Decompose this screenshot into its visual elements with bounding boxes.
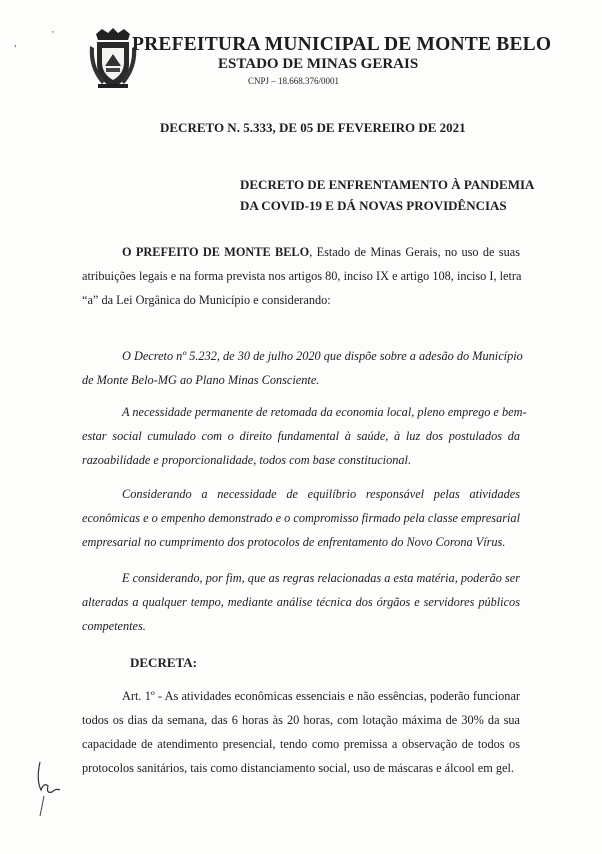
- scan-mark: ,: [14, 38, 17, 49]
- handwritten-initials: [32, 760, 72, 820]
- paragraph-line: alteradas a qualquer tempo, mediante análise técnica dos órgãos e servidores públicos: [82, 595, 520, 609]
- article-1-paragraph: [82, 684, 520, 780]
- paragraph-line: todos os dias da semana, das 6 horas às 20 horas, com lotação máxima de 30% da sua: [82, 713, 520, 727]
- paragraph-line: Art. 1º - As atividades econômicas essenciais e não essências, poderão funcionar: [122, 689, 520, 703]
- paragraph-line: competentes.: [82, 619, 146, 633]
- decree-subject: [240, 174, 534, 216]
- letterhead-cnpj: CNPJ – 18.668.376/0001: [248, 76, 340, 86]
- paragraph-line: capacidade de atendimento presencial, tendo como premissa a observação de todos os: [82, 737, 520, 751]
- paragraph-line: “a” da Lei Orgânica do Município e considerando:: [82, 293, 331, 307]
- paragraph-line: Considerando a necessidade de equilíbrio responsável pelas atividades: [122, 487, 520, 501]
- letterhead-state: ESTADO DE MINAS GERAIS: [218, 56, 419, 72]
- consideration-paragraph: [82, 482, 520, 554]
- paragraph-line: razoabilidade e proporcionalidade, todos com base constitucional.: [82, 453, 412, 467]
- paragraph-line: [82, 240, 520, 264]
- paragraph-text: , Estado de Minas Gerais, no uso de suas: [309, 245, 520, 259]
- decree-subject-line: DECRETO DE ENFRENTAMENTO À PANDEMIA: [240, 177, 535, 192]
- consideration-paragraph: [82, 566, 520, 638]
- consideration-paragraph: [82, 344, 523, 392]
- paragraph-line: A necessidade permanente de retomada da economia local, pleno emprego e bem-: [122, 405, 527, 419]
- decreta-heading: DECRETA:: [130, 655, 197, 670]
- letterhead-title: PREFEITURA MUNICIPAL DE MONTE BELO: [132, 34, 552, 55]
- preamble-paragraph: [82, 240, 520, 312]
- paragraph-line: O Decreto nº 5.232, de 30 de julho 2020 que dispõe sobre a adesão do Município: [122, 349, 523, 363]
- municipal-crest-icon: [88, 28, 138, 90]
- paragraph-line: empresarial no cumprimento dos protocolos de enfrentamento do Novo Corona Vírus.: [82, 535, 506, 549]
- decree-number: DECRETO N. 5.333, DE 05 DE FEVEREIRO DE 2021: [160, 120, 466, 135]
- scan-mark: ': [52, 30, 54, 41]
- consideration-paragraph: [82, 400, 527, 472]
- paragraph-line: atribuições legais e na forma prevista nos artigos 80, inciso IX e artigo 108, inciso I, letra: [82, 269, 522, 283]
- decree-subject-line: DA COVID-19 E DÁ NOVAS PROVIDÊNCIAS: [240, 198, 507, 213]
- paragraph-line: de Monte Belo-MG ao Plano Minas Consciente.: [82, 373, 320, 387]
- paragraph-line: protocolos sanitários, tais como distanciamento social, uso de máscaras e álcool em gel.: [82, 761, 514, 775]
- paragraph-line: econômicas e o empenho demonstrado e o compromisso firmado pela classe empresarial: [82, 511, 520, 525]
- letterhead: [88, 26, 558, 96]
- paragraph-line: E considerando, por fim, que as regras relacionadas a esta matéria, poderão ser: [122, 571, 520, 585]
- mayor-title: O PREFEITO DE MONTE BELO: [122, 245, 310, 259]
- paragraph-line: estar social cumulado com o direito fundamental à saúde, à luz dos postulados da: [82, 429, 520, 443]
